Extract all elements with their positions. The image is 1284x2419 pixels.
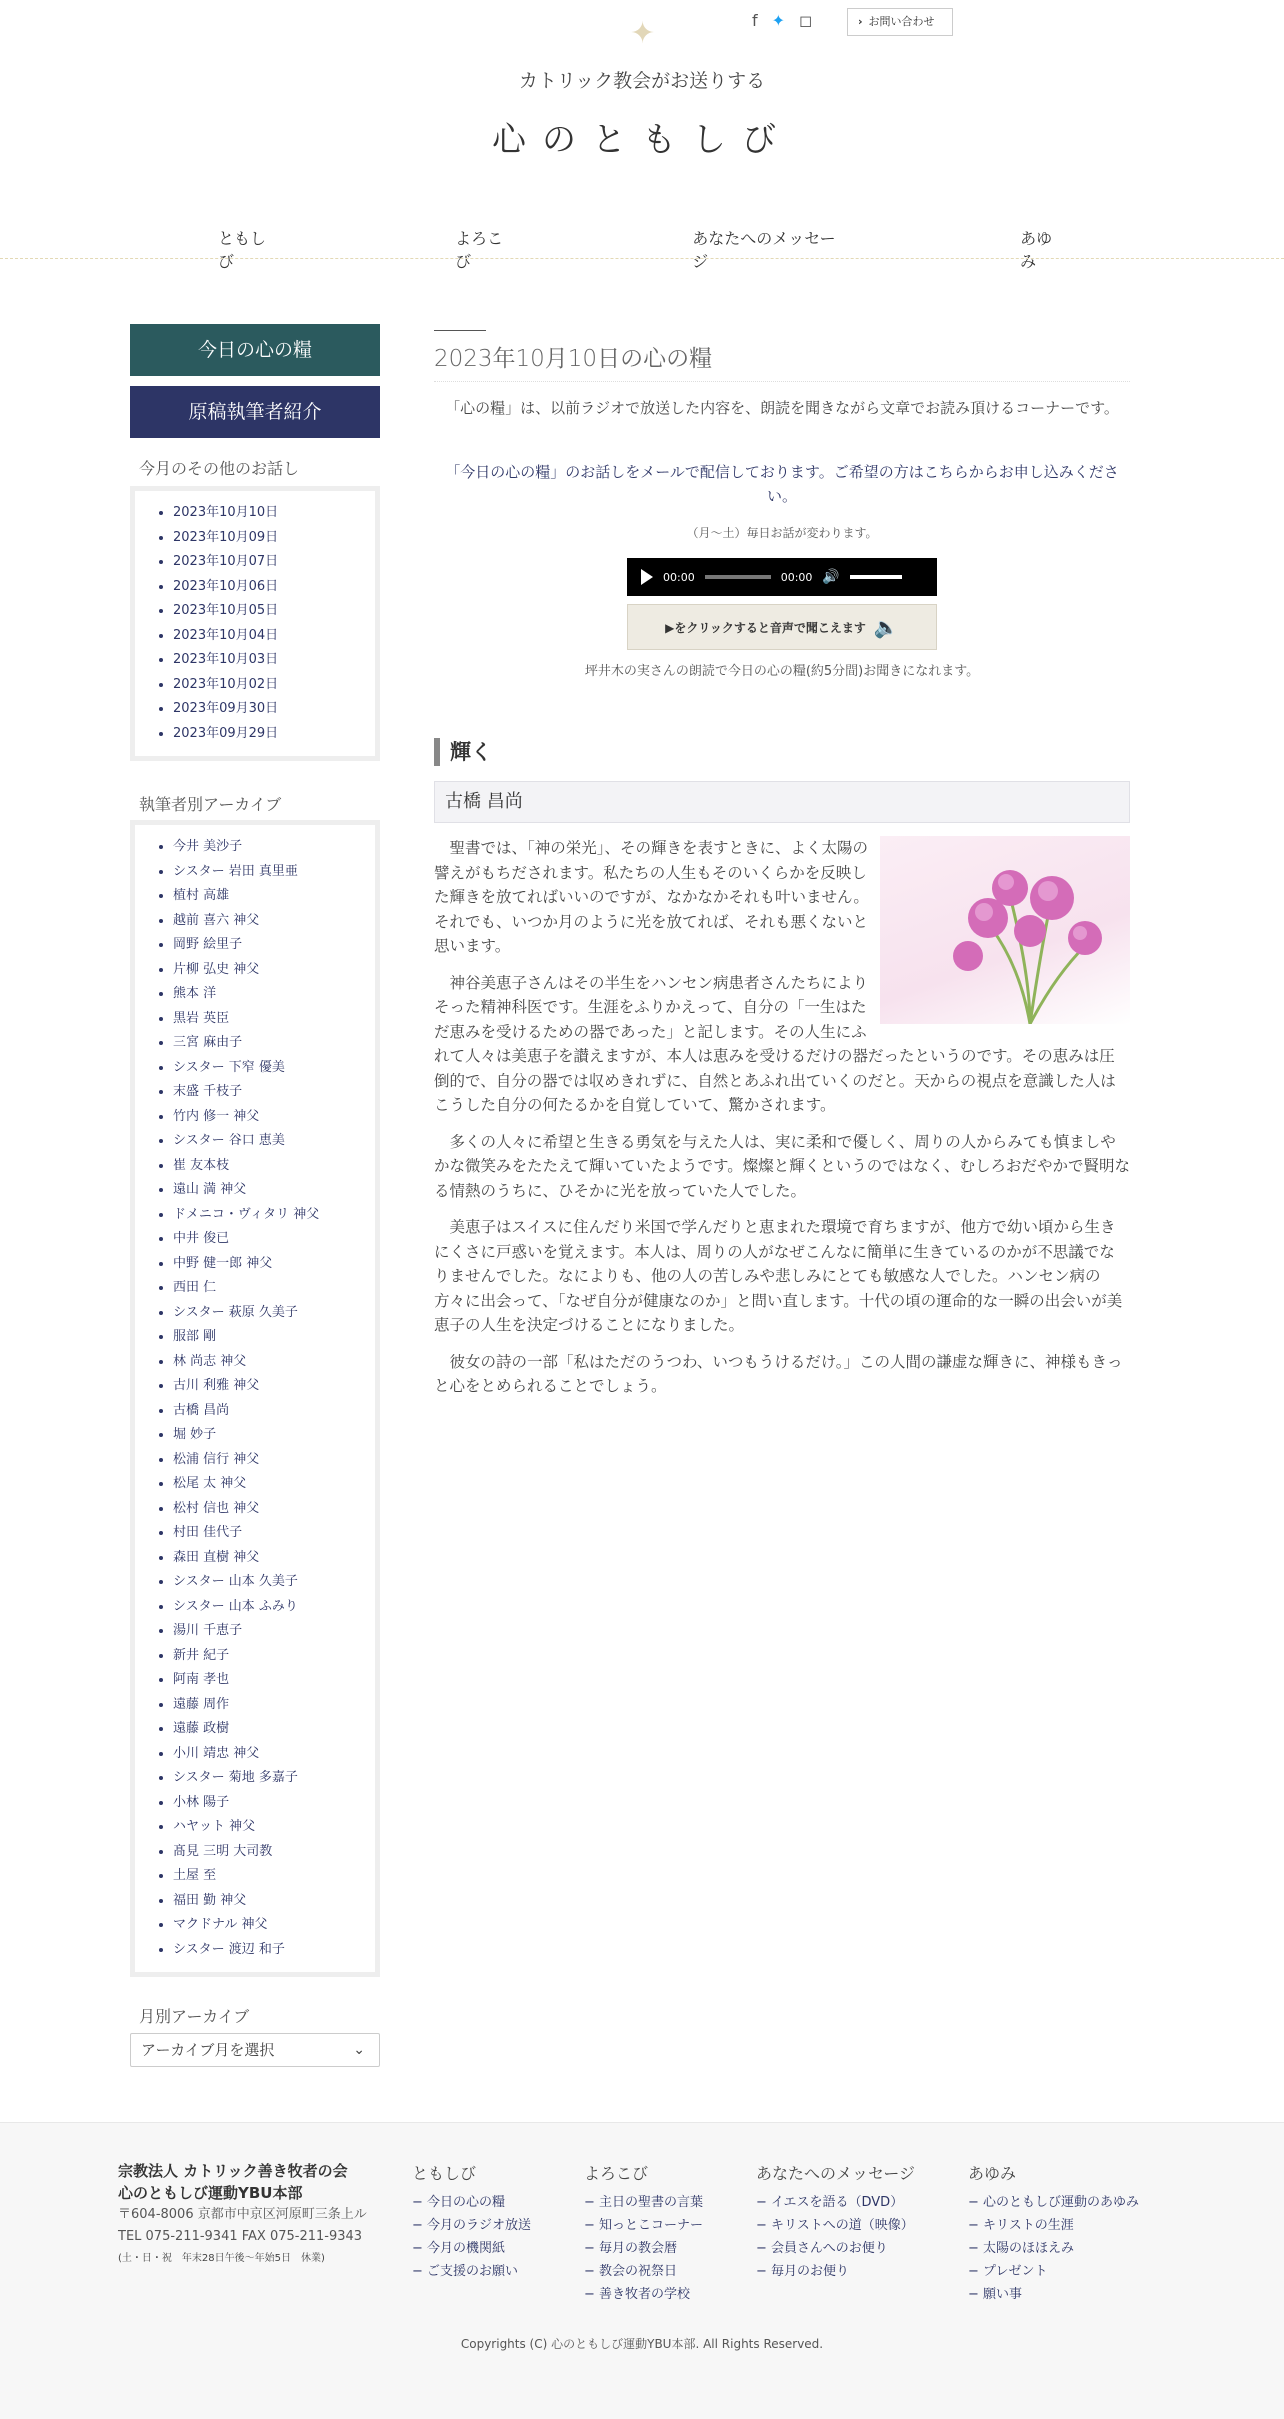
- author-archive-link[interactable]: • 土屋 至: [173, 1864, 375, 1889]
- author-archive-link[interactable]: • シスター 山本 久美子: [173, 1570, 375, 1595]
- page-title: 2023年10月10日の心の糧: [434, 340, 1130, 382]
- seek-bar[interactable]: [705, 575, 771, 579]
- author-archive-link[interactable]: • 末盛 千枝子: [173, 1080, 375, 1105]
- monthly-archive-value: アーカイブ月を選択: [141, 2041, 275, 2059]
- author-archive-link[interactable]: • 竹内 修一 神父: [173, 1105, 375, 1130]
- org-branch: 心のともしび運動YBU本部: [118, 2184, 303, 2202]
- author-archive-link[interactable]: • 小林 陽子: [173, 1791, 375, 1816]
- author-archive-link[interactable]: • 熊本 洋: [173, 982, 375, 1007]
- footer-link-label: 今月の機関紙: [427, 2241, 506, 2256]
- title-rule: [434, 330, 486, 331]
- footer-link-label: 会員さんへのお便り: [771, 2241, 888, 2256]
- author-archive-link[interactable]: • 古橋 昌尚: [173, 1399, 375, 1424]
- dash-icon: −: [756, 2195, 772, 2210]
- footer-col-yorokobi: [584, 2162, 703, 2306]
- author-archive-link[interactable]: • 阿南 孝也: [173, 1668, 375, 1693]
- footer-link-label: 知っとこコーナー: [599, 2218, 704, 2233]
- footer-link-label: 願い事: [983, 2287, 1023, 2302]
- footer-link-label: 今月のラジオ放送: [427, 2218, 532, 2233]
- footer-link[interactable]: [584, 2237, 703, 2260]
- paragraph: 彼女の詩の一部「私はただのうつわ、いつもうけるだけ。」この人間の謙虚な輝きに、神様もきっと心をとめられることでしょう。: [434, 1352, 1123, 1395]
- author-archive-link[interactable]: • 村田 佳代子: [173, 1521, 375, 1546]
- author-archive-link[interactable]: • 新井 紀子: [173, 1644, 375, 1669]
- nav-item-yorokobi[interactable]: よろこび: [455, 229, 504, 271]
- author-archive-link[interactable]: • 崔 友本枝: [173, 1154, 375, 1179]
- footer-link-label: 善き牧者の学校: [599, 2287, 691, 2302]
- footer-col-heading[interactable]: あなたへのメッセージ: [756, 2164, 916, 2183]
- author-archive-link[interactable]: • 遠藤 周作: [173, 1693, 375, 1718]
- author-archive-link[interactable]: • 湯川 千恵子: [173, 1619, 375, 1644]
- author-archive-link[interactable]: • 三宮 麻由子: [173, 1031, 375, 1056]
- chevron-right-icon: ›: [858, 15, 863, 28]
- author-archive-link[interactable]: • 松浦 信行 神父: [173, 1448, 375, 1473]
- footer-link-label: 主日の聖書の言葉: [599, 2195, 704, 2210]
- author-archive-link[interactable]: • 中野 健一郎 神父: [173, 1252, 375, 1277]
- dash-icon: −: [584, 2218, 600, 2233]
- footer-col-heading[interactable]: あゆみ: [968, 2164, 1017, 2183]
- footer-link[interactable]: [968, 2283, 1139, 2306]
- other-stories-list: [173, 501, 375, 746]
- paragraph: 美恵子はスイスに住んだり米国で学んだりと恵まれた環境で育ちますが、他方で幼い頃から生きにくさに戸惑いを覚えます。本人は、周りの人がなぜこんなに簡単に生きているのかが不思議でなりませんでした。なによりも、他の人の苦しみや悲しみにとても敏感な人でした。ハンセン病の方々に出会って、「なぜ自分が健康なのか」と問い直します。十代の頃の運命的な一瞬の出会いが美恵子の人生を決定づけることになりました。: [434, 1218, 1123, 1334]
- author-archive-link[interactable]: • ハヤット 神父: [173, 1815, 375, 1840]
- audio-hint-box: [627, 604, 937, 650]
- dash-icon: −: [412, 2264, 428, 2279]
- footer-link-label: 教会の祝祭日: [599, 2264, 678, 2279]
- footer-link-label: 今日の心の糧: [427, 2195, 506, 2210]
- dash-icon: −: [968, 2218, 984, 2233]
- today-button[interactable]: 今日の心の糧: [130, 324, 380, 376]
- footer-link[interactable]: [756, 2237, 915, 2260]
- author-name: 古橋 昌尚: [434, 781, 1130, 823]
- social-links: [752, 10, 812, 32]
- dash-icon: −: [968, 2287, 984, 2302]
- authors-archive-box: [130, 820, 380, 1977]
- author-archive-link[interactable]: • シスター 下窄 優美: [173, 1056, 375, 1081]
- archive-date-link[interactable]: • 2023年10月04日: [173, 624, 375, 649]
- author-archive-link[interactable]: • 服部 剛: [173, 1325, 375, 1350]
- footer-link-label: 太陽のほほえみ: [983, 2241, 1075, 2256]
- footer-link-label: プレゼント: [983, 2264, 1048, 2279]
- volume-icon[interactable]: 🔊: [822, 569, 840, 585]
- site-title[interactable]: 心のともしび: [492, 120, 792, 160]
- footer-link[interactable]: [968, 2214, 1139, 2237]
- author-archive-link[interactable]: • 越前 喜六 神父: [173, 909, 375, 934]
- author-archive-link[interactable]: • 林 尚志 神父: [173, 1350, 375, 1375]
- dash-icon: −: [756, 2264, 772, 2279]
- author-archive-link[interactable]: • 遠山 満 神父: [173, 1178, 375, 1203]
- archive-date-link[interactable]: • 2023年09月30日: [173, 697, 375, 722]
- archive-date-link[interactable]: • 2023年10月03日: [173, 648, 375, 673]
- author-archive-link[interactable]: • シスター 山本 ふみり: [173, 1595, 375, 1620]
- dash-icon: −: [584, 2287, 600, 2302]
- other-stories-box: [130, 486, 380, 761]
- author-archive-link[interactable]: • 古川 利雅 神父: [173, 1374, 375, 1399]
- footer-col-ayumi: [968, 2162, 1139, 2306]
- chevron-down-icon: ⌄: [353, 2042, 365, 2058]
- facebook-icon[interactable]: f: [752, 11, 758, 30]
- author-archive-link[interactable]: • ドメニコ・ヴィタリ 神父: [173, 1203, 375, 1228]
- author-archive-link[interactable]: • 松尾 太 神父: [173, 1472, 375, 1497]
- archive-date-link[interactable]: • 2023年10月02日: [173, 673, 375, 698]
- dash-icon: −: [968, 2195, 984, 2210]
- instagram-icon[interactable]: ◻: [799, 11, 813, 30]
- author-archive-link[interactable]: • シスター 岩田 真里亜: [173, 860, 375, 885]
- footer-link[interactable]: [756, 2260, 915, 2283]
- paragraph: 多くの人々に希望と生きる勇気を与えた人は、実に柔和で優しく、周りの人からみても慎ましやかな微笑みをたたえて輝いていたようです。燦燦と輝くというのではなく、むしろおだやかで賢明なる情熱のうちに、ひそかに光を放っていた人でした。: [434, 1132, 1130, 1200]
- daily-note: （月～土）毎日お話が変わります。: [686, 526, 878, 540]
- archive-date-link[interactable]: • 2023年10月05日: [173, 599, 375, 624]
- sparkle-logo-icon: ✦: [630, 16, 656, 51]
- nav-divider: [0, 258, 1284, 259]
- archive-date-link[interactable]: • 2023年09月29日: [173, 722, 375, 747]
- footer-link[interactable]: [968, 2237, 1139, 2260]
- footer-link[interactable]: [584, 2260, 703, 2283]
- dash-icon: −: [584, 2241, 600, 2256]
- author-archive-link[interactable]: • 福田 勤 神父: [173, 1889, 375, 1914]
- global-nav: [130, 222, 1154, 276]
- author-archive-link[interactable]: • 植村 高雄: [173, 884, 375, 909]
- footer-org: [118, 2160, 367, 2270]
- contact-button[interactable]: [847, 8, 953, 36]
- audio-player: [627, 558, 937, 596]
- footer-link[interactable]: [412, 2191, 531, 2214]
- footer-link-label: 毎月のお便り: [771, 2264, 850, 2279]
- author-archive-link[interactable]: • 中井 俊已: [173, 1227, 375, 1252]
- nav-item-message[interactable]: あなたへのメッセージ: [692, 229, 836, 271]
- twitter-icon[interactable]: ✦: [771, 11, 786, 30]
- author-archive-link[interactable]: • 片柳 弘史 神父: [173, 958, 375, 983]
- footer-link[interactable]: [412, 2214, 531, 2237]
- dash-icon: −: [968, 2264, 984, 2279]
- author-archive-link[interactable]: • マクドナル 神父: [173, 1913, 375, 1938]
- footer-link-label: 心のともしび運動のあゆみ: [983, 2195, 1140, 2210]
- nav-item-ayumi[interactable]: あゆみ: [1020, 229, 1053, 271]
- flower-image: [880, 836, 1130, 1024]
- footer-col-heading[interactable]: ともしび: [412, 2164, 477, 2183]
- archive-date-link[interactable]: • 2023年10月07日: [173, 550, 375, 575]
- footer-link[interactable]: [756, 2191, 915, 2214]
- volume-slider[interactable]: [850, 575, 902, 579]
- archive-date-link[interactable]: • 2023年10月09日: [173, 526, 375, 551]
- authors-archive-title: 執筆者別アーカイブ: [139, 795, 282, 814]
- footer-link-label: 毎月の教会暦: [599, 2241, 678, 2256]
- org-holiday: (土・日・祝 年末28日午後〜年始5日 休業): [118, 2253, 325, 2264]
- author-archive-link[interactable]: • シスター 菊地 多嘉子: [173, 1766, 375, 1791]
- monthly-archive-select[interactable]: [130, 2033, 380, 2067]
- org-address: 〒604-8006 京都市中京区河原町三条上ル: [118, 2207, 367, 2222]
- current-time: 00:00: [663, 570, 695, 584]
- author-archive-link[interactable]: • シスター 渡辺 和子: [173, 1938, 375, 1963]
- footer-link[interactable]: [584, 2191, 703, 2214]
- contact-label: お問い合わせ: [868, 15, 935, 28]
- author-archive-link[interactable]: • 今井 美沙子: [173, 835, 375, 860]
- nav-item-tomoshibi[interactable]: ともしび: [218, 229, 267, 271]
- footer-link[interactable]: [584, 2283, 703, 2306]
- authors-archive-list: [173, 835, 375, 1962]
- play-icon[interactable]: [641, 569, 653, 585]
- dash-icon: −: [412, 2218, 428, 2233]
- footer-col-message: [756, 2162, 915, 2283]
- org-tel-fax: TEL 075-211-9341 FAX 075-211-9343: [118, 2229, 363, 2244]
- paragraph: 神谷美恵子さんはその半生をハンセン病患者さんたちによりそった精神科医です。生涯をふりかえって、自分の「一生はただ恵みを受けるための器であった」と記します。その人生にふれて人々は美恵子を讃えますが、本人は恵みを受けるだけの器だったというのです。その恵みは圧倒的で、自分の器では収めきれずに、自然とあふれ出ていくのだと。天からの視点を意識した人はこうした自分の何たるかを自覚していて、驚かされます。: [434, 973, 1116, 1114]
- footer-link-label: キリストへの道（映像）: [771, 2218, 914, 2233]
- author-archive-link[interactable]: • 堀 妙子: [173, 1423, 375, 1448]
- footer-link[interactable]: [756, 2214, 915, 2237]
- dash-icon: −: [584, 2195, 600, 2210]
- speaker-icon: 🔈: [873, 615, 899, 639]
- mail-signup-link[interactable]: 「今日の心の糧」のお話しをメールで配信しております。ご希望の方はこちらからお申し込みください。: [445, 463, 1119, 505]
- monthly-archive-title: 月別アーカイブ: [139, 2007, 250, 2026]
- footer-link-label: キリストの生涯: [983, 2218, 1074, 2233]
- footer-link-label: イエスを語る（DVD）: [771, 2195, 904, 2210]
- other-stories-title: 今月のその他のお話し: [139, 459, 300, 478]
- author-archive-link[interactable]: • 遠藤 政樹: [173, 1717, 375, 1742]
- footer-col-tomoshibi: [412, 2162, 531, 2283]
- archive-date-link[interactable]: • 2023年10月10日: [173, 501, 375, 526]
- author-archive-link[interactable]: • 森田 直樹 神父: [173, 1546, 375, 1571]
- post-heading: 輝く: [434, 738, 1130, 766]
- author-archive-link[interactable]: • 松村 信也 神父: [173, 1497, 375, 1522]
- footer-link[interactable]: [968, 2260, 1139, 2283]
- footer-link[interactable]: [584, 2214, 703, 2237]
- footer-link[interactable]: [412, 2260, 531, 2283]
- reader-note: 坪井木の実さんの朗読で今日の心の糧(約5分間)お聞きになれます。: [584, 664, 980, 679]
- author-archive-link[interactable]: • シスター 谷口 恵美: [173, 1129, 375, 1154]
- paragraph: 聖書では、「神の栄光」、その輝きを表すときに、よく太陽の譬えがもちだされます。私たちの人生もそのいくらかを反映した輝きを放てればいいのですが、なかなかそれも叶いません。それでも、いつか月のように光を放てれば、それも悪くないと思います。: [434, 839, 869, 955]
- tagline: カトリック教会がお送りする: [518, 70, 766, 92]
- org-name: 宗教法人 カトリック善き牧者の会: [118, 2162, 348, 2180]
- dash-icon: −: [412, 2195, 428, 2210]
- author-archive-link[interactable]: • 髙見 三明 大司教: [173, 1840, 375, 1865]
- author-archive-link[interactable]: • 小川 靖忠 神父: [173, 1742, 375, 1767]
- total-time: 00:00: [780, 570, 813, 584]
- dash-icon: −: [756, 2218, 772, 2233]
- author-archive-link[interactable]: • 黒岩 英臣: [173, 1007, 375, 1032]
- audio-hint: ▶をクリックすると音声で聞こえます: [665, 620, 866, 635]
- intro-text: 「心の糧」は、以前ラジオで放送した内容を、朗読を聞きながら文章でお読み頂けるコーナーです。: [445, 399, 1119, 417]
- authors-button[interactable]: 原稿執筆者紹介: [130, 386, 380, 438]
- footer-link-label: ご支援のお願い: [427, 2264, 519, 2279]
- archive-date-link[interactable]: • 2023年10月06日: [173, 575, 375, 600]
- dash-icon: −: [584, 2264, 600, 2279]
- author-archive-link[interactable]: • 西田 仁: [173, 1276, 375, 1301]
- dash-icon: −: [968, 2241, 984, 2256]
- dash-icon: −: [756, 2241, 772, 2256]
- footer-col-heading[interactable]: よろこび: [584, 2164, 649, 2183]
- author-archive-link[interactable]: • シスター 萩原 久美子: [173, 1301, 375, 1326]
- footer-link[interactable]: [968, 2191, 1139, 2214]
- copyright: Copyrights (C) 心のともしび運動YBU本部. All Rights Reserved.: [460, 2337, 824, 2351]
- dash-icon: −: [412, 2241, 428, 2256]
- author-archive-link[interactable]: • 岡野 絵里子: [173, 933, 375, 958]
- footer-link[interactable]: [412, 2237, 531, 2260]
